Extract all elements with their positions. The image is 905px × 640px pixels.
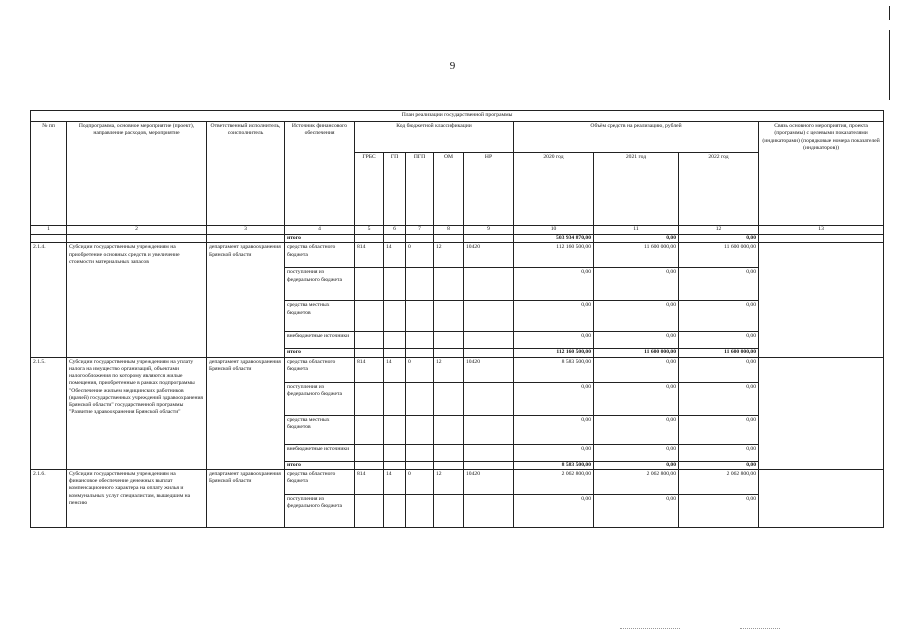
column-number: 8 xyxy=(434,226,464,235)
code-np: 10420 xyxy=(464,357,514,382)
column-number: 3 xyxy=(207,226,285,235)
table-row xyxy=(31,243,884,268)
value-2020: 0,00 xyxy=(514,268,594,301)
section-executor: департамент здравоохранения Брянской области xyxy=(207,469,285,527)
value-2020: 0,00 xyxy=(514,301,594,332)
section-name: Субсидии государственным учреждениям на приобретение основных средств и увеличение стоимости материальных запасов xyxy=(67,243,207,357)
code-np: 10420 xyxy=(464,243,514,268)
total-2022: 0,00 xyxy=(679,235,759,243)
value-2022: 0,00 xyxy=(679,357,759,382)
value-2021: 0,00 xyxy=(594,444,679,461)
value-2022: 0,00 xyxy=(679,444,759,461)
code-om: 12 xyxy=(434,357,464,382)
code-gp: 14 xyxy=(384,357,406,382)
value-2020: 2 062 800,00 xyxy=(514,469,594,494)
section-number: 2.1.6. xyxy=(31,469,67,527)
code-grbs: 814 xyxy=(355,357,384,382)
value-2021: 11 600 000,00 xyxy=(594,243,679,268)
column-number: 5 xyxy=(355,226,384,235)
total-2021: 0,00 xyxy=(594,461,679,469)
header-program: Подпрограмма, основное мероприятие (проект), направление расходов, мероприятие xyxy=(67,122,207,226)
section-executor: департамент здравоохранения Брянской области xyxy=(207,357,285,469)
column-number: 10 xyxy=(514,226,594,235)
value-2020: 0,00 xyxy=(514,415,594,444)
column-number: 1 xyxy=(31,226,67,235)
value-2021: 0,00 xyxy=(594,415,679,444)
code-pgp: 0 xyxy=(406,357,434,382)
total-row xyxy=(31,235,884,243)
table-row xyxy=(31,469,884,494)
value-2022: 11 600 000,00 xyxy=(679,243,759,268)
funding-source: средства областного бюджета xyxy=(285,357,355,382)
header-om: ОМ xyxy=(434,153,464,226)
value-2022: 0,00 xyxy=(679,268,759,301)
section-executor: департамент здравоохранения Брянской области xyxy=(207,243,285,357)
value-2021: 0,00 xyxy=(594,357,679,382)
value-2022: 0,00 xyxy=(679,494,759,527)
section-number: 2.1.4. xyxy=(31,243,67,357)
scan-edge-mark xyxy=(889,30,890,100)
code-grbs: 814 xyxy=(355,243,384,268)
funding-source: поступления из федерального бюджета xyxy=(285,268,355,301)
value-2020: 0,00 xyxy=(514,494,594,527)
funding-source: средства местных бюджетов xyxy=(285,301,355,332)
header-link: Связь основного мероприятия, проекта (программы) с целевыми показателями (индикаторами) (порядковые номера показателей (индикаторов)) xyxy=(759,122,884,226)
header-2021: 2021 год xyxy=(594,153,679,226)
value-2020: 112 160 500,00 xyxy=(514,243,594,268)
page-number: 9 xyxy=(449,60,456,72)
code-om: 12 xyxy=(434,469,464,494)
header-pgp: ПГП xyxy=(406,153,434,226)
value-2021: 0,00 xyxy=(594,268,679,301)
total-2020: 8 583 500,00 xyxy=(514,461,594,469)
header-funding: Объём средств на реализацию, рублей xyxy=(514,122,759,153)
column-number: 9 xyxy=(464,226,514,235)
header-gp: ГП xyxy=(384,153,406,226)
code-gp: 14 xyxy=(384,243,406,268)
code-np: 10420 xyxy=(464,469,514,494)
funding-source: средства областного бюджета xyxy=(285,469,355,494)
value-2021: 2 062 800,00 xyxy=(594,469,679,494)
funding-source: средства местных бюджетов xyxy=(285,415,355,444)
total-2020: 503 934 870,00 xyxy=(514,235,594,243)
value-2022: 0,00 xyxy=(679,382,759,415)
column-number: 12 xyxy=(679,226,759,235)
value-2021: 0,00 xyxy=(594,301,679,332)
funding-source: средства областного бюджета xyxy=(285,243,355,268)
header-grbs: ГРБС xyxy=(355,153,384,226)
column-number: 11 xyxy=(594,226,679,235)
value-2020: 0,00 xyxy=(514,332,594,349)
total-label: итого xyxy=(285,461,355,469)
scan-edge-mark xyxy=(889,6,890,20)
value-2020: 0,00 xyxy=(514,382,594,415)
section-number: 2.1.5. xyxy=(31,357,67,469)
value-2020: 8 583 500,00 xyxy=(514,357,594,382)
column-number: 2 xyxy=(67,226,207,235)
code-pgp: 0 xyxy=(406,243,434,268)
total-2021: 11 600 000,00 xyxy=(594,349,679,357)
header-2020: 2020 год xyxy=(514,153,594,226)
header-source: Источник финансового обеспечения xyxy=(285,122,355,226)
value-2021: 0,00 xyxy=(594,382,679,415)
header-num: № пп xyxy=(31,122,67,226)
program-plan-table xyxy=(30,110,884,528)
column-number: 7 xyxy=(406,226,434,235)
table-title: План реализации государственной программы xyxy=(31,111,884,122)
funding-source: внебюджетные источники xyxy=(285,444,355,461)
value-2021: 0,00 xyxy=(594,332,679,349)
total-label: итого xyxy=(285,349,355,357)
scan-artifact-line xyxy=(620,628,680,630)
total-2022: 0,00 xyxy=(679,461,759,469)
funding-source: внебюджетные источники xyxy=(285,332,355,349)
funding-source: поступления из федерального бюджета xyxy=(285,382,355,415)
header-2022: 2022 год xyxy=(679,153,759,226)
value-2020: 0,00 xyxy=(514,444,594,461)
funding-source: поступления из федерального бюджета xyxy=(285,494,355,527)
total-label: итого xyxy=(285,235,355,243)
header-np: НР xyxy=(464,153,514,226)
column-number: 4 xyxy=(285,226,355,235)
column-number-row xyxy=(31,226,884,235)
code-pgp: 0 xyxy=(406,469,434,494)
section-name: Субсидии государственным учреждениям на уплату налога на имущество организаций, объектами налогообложения по которому являются жилые помещения, приобретенные в рамках подпрограммы "Обеспечение жильем медицинских работников (врачей) государственных учреждений здравоохранения Брянской области" государственной программы "Развитие здравоохранения Брянской области" xyxy=(67,357,207,469)
total-2022: 11 600 000,00 xyxy=(679,349,759,357)
section-name: Субсидии государственным учреждениям на финансовое обеспечение денежных выплат компенсационного характера на оплату жилья и коммунальных услуг специалистам, вышедшим на пенсию xyxy=(67,469,207,527)
value-2021: 0,00 xyxy=(594,494,679,527)
code-gp: 14 xyxy=(384,469,406,494)
column-number: 6 xyxy=(384,226,406,235)
column-number: 13 xyxy=(759,226,884,235)
code-grbs: 814 xyxy=(355,469,384,494)
value-2022: 2 062 800,00 xyxy=(679,469,759,494)
code-om: 12 xyxy=(434,243,464,268)
value-2022: 0,00 xyxy=(679,415,759,444)
scan-artifact-line xyxy=(740,628,780,630)
header-budget-codes: Код бюджетной классификации xyxy=(355,122,514,153)
table-row xyxy=(31,357,884,382)
value-2022: 0,00 xyxy=(679,332,759,349)
value-2022: 0,00 xyxy=(679,301,759,332)
header-executor: Ответственный исполнитель, соисполнитель xyxy=(207,122,285,226)
total-2021: 0,00 xyxy=(594,235,679,243)
total-2020: 112 160 500,00 xyxy=(514,349,594,357)
